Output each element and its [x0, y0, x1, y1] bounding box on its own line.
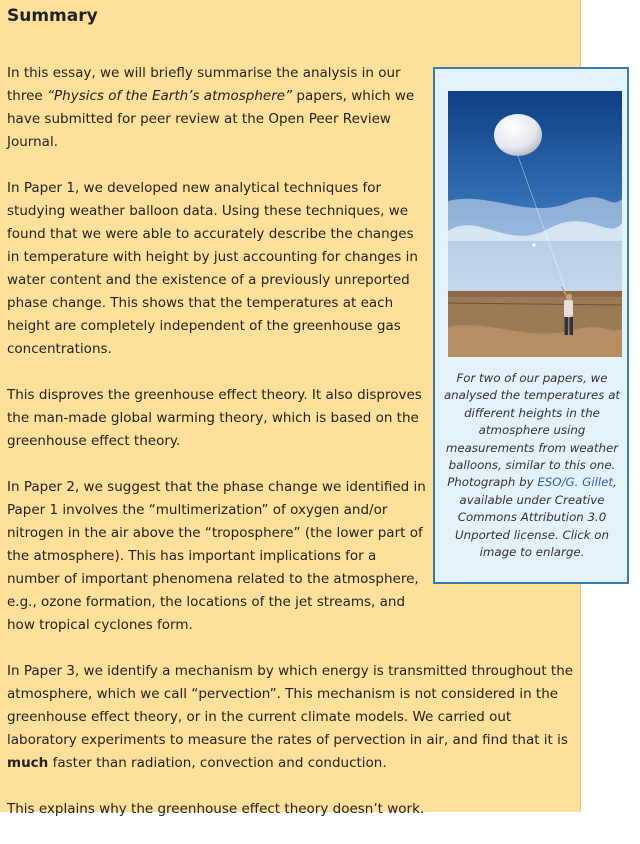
paragraph-disproves: This disproves the greenhouse effect theory. It also disproves the man-made global warming theory, which is based on the greenhouse effect theory.	[7, 387, 422, 449]
paragraph-paper-3	[7, 660, 575, 775]
figure-box	[433, 67, 629, 584]
papers-title: “Physics of the Earth’s atmosphere”	[47, 88, 293, 104]
paragraph-conclusion: This explains why the greenhouse effect theory doesn’t work.	[7, 801, 425, 817]
emphasis-much: much	[7, 755, 49, 771]
paper-3-text-end: faster than radiation, convection and conduction.	[48, 755, 387, 771]
paragraph-paper-1: In Paper 1, we developed new analytical techniques for studying weather balloon data. Using these techniques, we found that we were able to accurately describe the changes in temperature with height by just accounting for changes in water content and the existence of a previously unreported phase change. This shows that the temperatures at each height are completely independent of the greenhouse gas concentrations.	[7, 180, 418, 357]
caption-text-start: For two of our papers, we analysed the temperatures at different heights in the atmosphere using measurements from weather balloons, similar to this one. Photograph by	[443, 371, 621, 490]
paper-3-text-start: In Paper 3, we identify a mechanism by which energy is transmitted throughout the atmosphere, which we call “pervection”. This mechanism is not considered in the greenhouse effect theory, or in the current climate models. We carried out laboratory experiments to measure the rates of pervection in air, and find that it is	[7, 663, 574, 748]
summary-heading: Summary	[7, 6, 98, 26]
weather-balloon-photo[interactable]	[448, 91, 622, 357]
paragraph-intro	[7, 62, 427, 154]
intro-text-end: papers, which we have submitted for peer review at the Open Peer Review Journal.	[7, 88, 415, 150]
intro-text-start: In this essay, we will briefly summarise the analysis in our three	[7, 65, 401, 104]
caption-text-end: , available under Creative Commons Attribution 3.0 Unported license. Click on image to enlarge.	[454, 475, 617, 560]
instrument-package	[532, 243, 535, 246]
horizon-mountains	[448, 291, 622, 297]
photo-credit-link[interactable]: ESO/G. Gillet	[537, 475, 614, 490]
figure-caption	[441, 370, 623, 561]
weather-balloon	[494, 114, 542, 156]
paragraph-paper-2: In Paper 2, we suggest that the phase change we identified in Paper 1 involves the “multimerization” of oxygen and/or nitrogen in the air above the “troposphere” (the lower part of the atmosphere). This has important implications for a number of important phenomena related to the atmosphere, e.g., ozone formation, the locations of the jet streams, and how tropical cyclones form.	[7, 479, 426, 633]
